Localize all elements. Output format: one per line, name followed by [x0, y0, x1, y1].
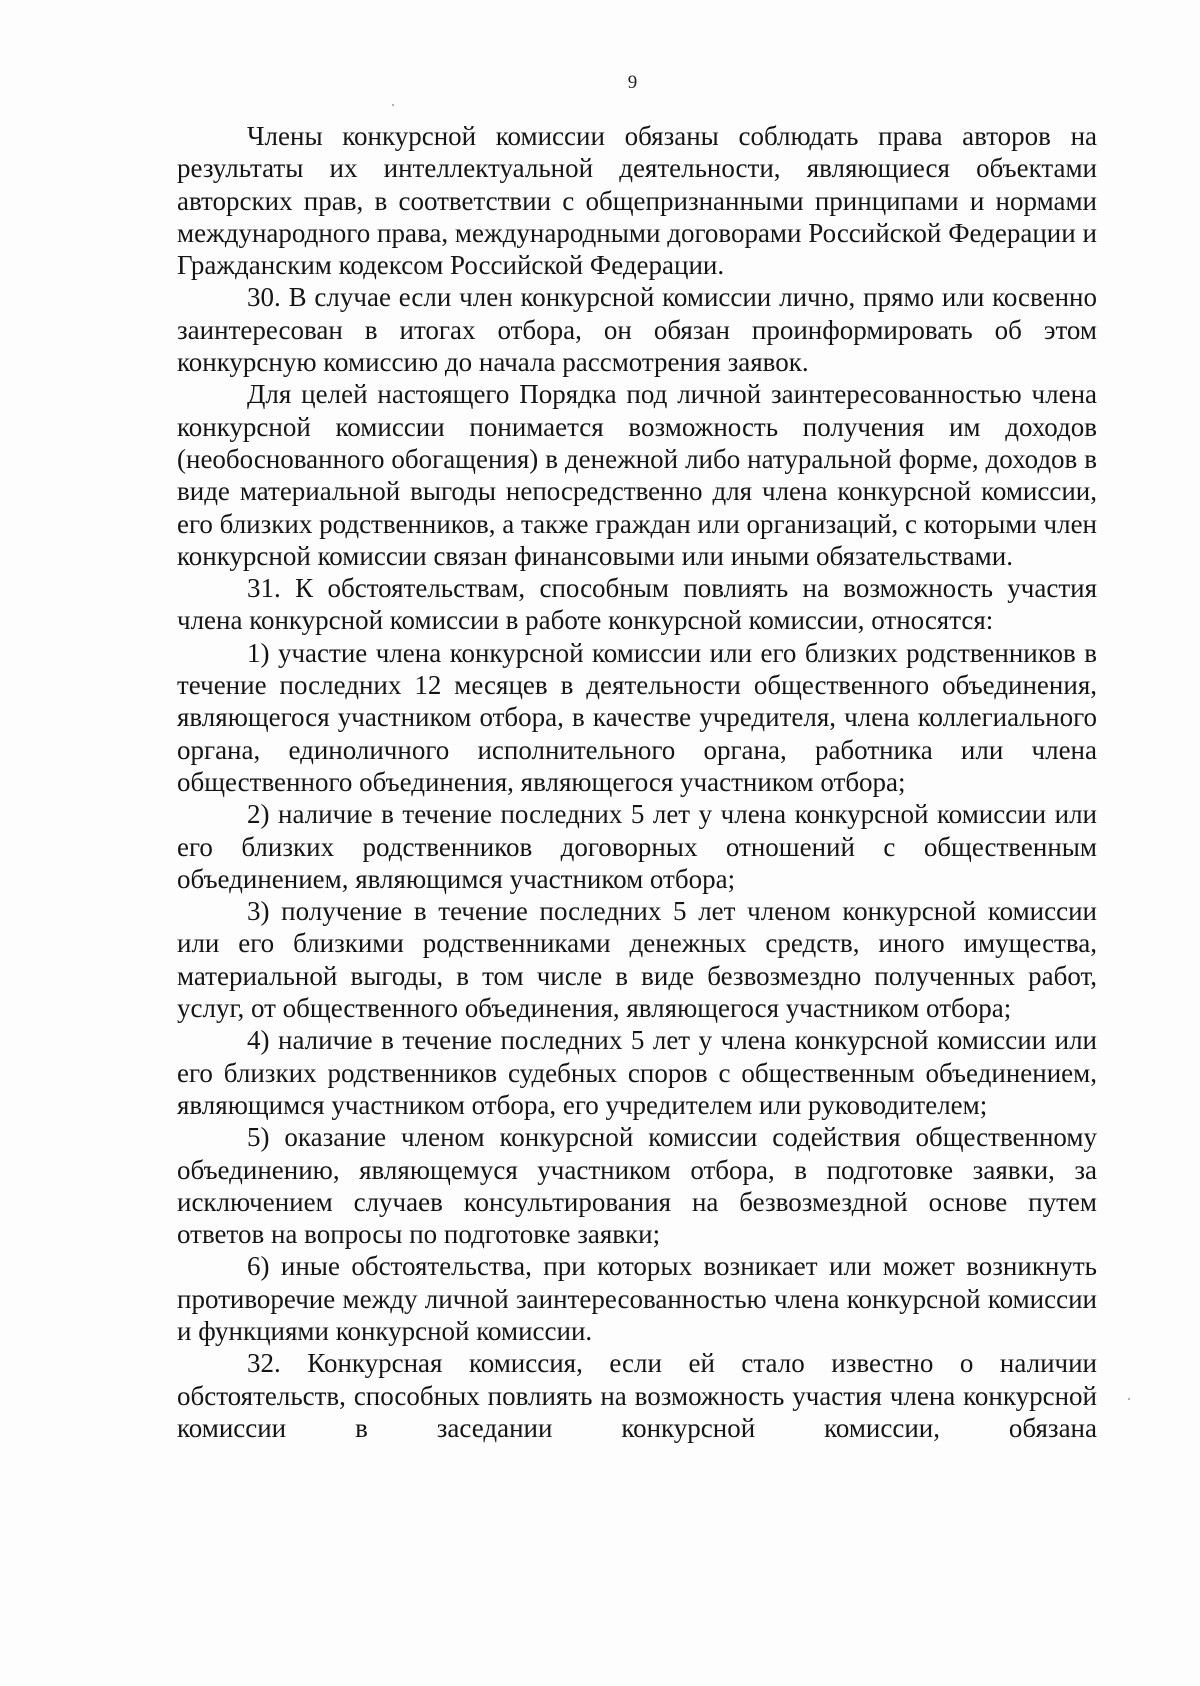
scan-speck [392, 104, 394, 106]
page-number: 9 [627, 72, 638, 93]
paragraph-authors-rights: Члены конкурсной комиссии обязаны соблюдать права авторов на результаты их интеллектуальной деятельности, являющиеся объектами авторских прав, в соответствии с общепризнанными принципами и нормами международного права, международными договорами Российской Федерации и Гражданским кодексом Российской Федерации. [177, 121, 1097, 281]
list-item-3: 3) получение в течение последних 5 лет членом конкурсной комиссии или его близкими родственниками денежных средств, иного имущества, материальной выгоды, в том числе в виде безвозмездно полученных работ, услуг, от общественного объединения, являющегося участником отбора; [177, 896, 1097, 1024]
list-item-6: 6) иные обстоятельства, при которых возникает или может возникнуть противоречие между личной заинтересованностью члена конкурсной комиссии и функциями конкурсной комиссии. [177, 1251, 1097, 1346]
list-item-1: 1) участие члена конкурсной комиссии или его близких родственников в течение последних 12 месяцев в деятельности общественного объединения, являющегося участником отбора, в качестве учредителя, члена коллегиального органа, единоличного исполнительного органа, работника или члена общественного объединения, являющегося участником отбора; [177, 637, 1097, 797]
list-item-2: 2) наличие в течение последних 5 лет у члена конкурсной комиссии или его близких родственников договорных отношений с общественным объединением, являющимся участником отбора; [177, 799, 1097, 894]
paragraph-30: 30. В случае если член конкурсной комиссии лично, прямо или косвенно заинтересован в итогах отбора, он обязан проинформировать об этом конкурсную комиссию до начала рассмотрения заявок. [177, 282, 1097, 378]
document-body [177, 120, 1097, 1444]
scan-speck [1128, 1398, 1130, 1400]
paragraph-32: 32. Конкурсная комиссия, если ей стало известно о наличии обстоятельств, способных повлиять на возможность участия члена конкурсной комиссии в заседании конкурсной комиссии, обязана [177, 1348, 1097, 1443]
list-item-4: 4) наличие в течение последних 5 лет у члена конкурсной комиссии или его близких родственников судебных споров с общественным объединением, являющимся участником отбора, его учредителем или руководителем; [177, 1025, 1097, 1120]
list-item-5: 5) оказание членом конкурсной комиссии содействия общественному объединению, являющемуся участником отбора, в подготовке заявки, за исключением случаев консультирования на безвозмездной основе путем ответов на вопросы по подготовке заявки; [177, 1122, 1097, 1250]
paragraph-personal-interest: Для целей настоящего Порядка под личной заинтересованностью члена конкурсной комиссии понимается возможность получения им доходов (необоснованного обогащения) в денежной либо натуральной форме, доходов в виде материальной выгоды непосредственно для члена конкурсной комиссии, его близких родственников, а также граждан или организаций, с которыми член конкурсной комиссии связан финансовыми или иными обязательствами. [177, 379, 1097, 571]
paragraph-31: 31. К обстоятельствам, способным повлиять на возможность участия члена конкурсной комиссии в работе конкурсной комиссии, относятся: [177, 573, 1097, 636]
